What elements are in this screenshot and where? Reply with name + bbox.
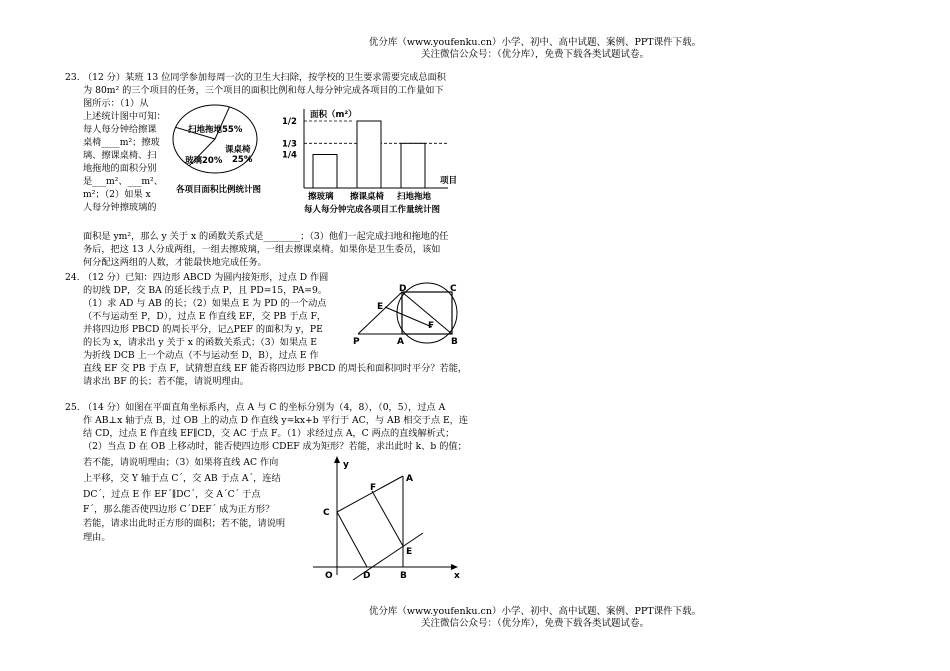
tick-quarter: 1/4	[282, 150, 297, 161]
footer-line-1: 优分库（www.youfenku.cn）小学、初中、高中试题、案例、PPT课件下载。	[368, 606, 702, 617]
q23-line: （12 分）某班 13 位同学参加每周一次的卫生大扫除，按学校的卫生要求需要完成总面积	[83, 72, 446, 83]
q25-line: DC´，过点 E 作 EF´∥DC´，交 A´C´ 于点	[83, 489, 261, 500]
bar-desk	[357, 121, 381, 188]
q24-diagonal	[402, 292, 452, 334]
q23-line: 璃、擦课桌椅、扫	[83, 150, 157, 161]
q24-figure	[350, 283, 470, 353]
pie-label-desk-percent: 25%	[232, 155, 253, 165]
pie-label-glass: 玻璃20%	[185, 156, 223, 166]
q24-line-ef	[385, 307, 432, 327]
q23-line: 为 80m² 的三个项目的任务，三个项目的面积比例和每人每分钟完成各项目的工作量如下	[83, 85, 444, 96]
q23-line: 地拖地的面积分别	[83, 163, 157, 174]
q25-label-o: O	[325, 571, 333, 581]
tick-half: 1/2	[282, 117, 297, 127]
pie-chart	[170, 100, 290, 205]
q25-line: （14 分）如图在平面直角坐标系内，点 A 与 C 的坐标分别为（4，8），（0，5），过点 A	[83, 402, 446, 413]
q24-line: 并将四边形 PBCD 的周长平分，记△PEF 的面积为 y，PE	[83, 324, 323, 335]
q25-label-y: y	[343, 460, 349, 470]
page-footer	[0, 606, 950, 630]
q24-label-b: B	[451, 337, 458, 347]
q24-tangent-pd	[358, 292, 402, 334]
bar-xlabel: 项目	[440, 176, 458, 186]
q25-y-arrow	[334, 456, 340, 463]
q25-label-c: C	[323, 508, 330, 518]
q25-label-e: E	[406, 547, 413, 557]
bar-sweep	[401, 143, 425, 188]
q23-line: m²；（2）如果 x	[83, 189, 151, 200]
q25-label-d: D	[363, 571, 371, 581]
q24-number: 24.	[65, 272, 80, 283]
q23-line: 务后，把这 13 人分成两组，一组去擦玻璃，一组去擦课桌椅。如果你是卫生委员，该如	[83, 244, 441, 255]
q25-number: 25.	[65, 402, 80, 413]
q23-line: 上述统计图中可知：	[83, 111, 166, 122]
q25-line: 结 CD，过点 E 作直线 EF∥CD，交 AC 于点 F。（1）求经过点 A，C 两点的直线解析式；	[83, 428, 455, 439]
q24-line: （不与运动至 P，D），过点 E 作直线 EF，交 PB 于点 F，	[83, 311, 327, 322]
q24-line: 直线 EF 交 PB 于点 F，试猜想直线 EF 能否将四边形 PBCD 的周长和面积同时平分？若能，	[83, 363, 468, 374]
q25-line: 若不能，请说明理由；（3）如果将直线 AC 作向	[83, 457, 279, 468]
q25-label-b: B	[400, 571, 407, 581]
q25-label-a: A	[406, 474, 413, 484]
q25-line: 理由。	[83, 532, 111, 543]
q23-line: 面积是 ym²，那么 y 关于 x 的函数关系式是________；（3）他们一起完成扫地和拖地的任	[83, 231, 449, 242]
header-line-2: 关注微信公众号：（优分库），免费下载各类试题试卷。	[420, 49, 649, 60]
q25-line: 作 AB⊥x 轴于点 B，过 OB 上的动点 D 作直线 y=kx+b 平行于 AC，与 AB 相交于点 E，连	[83, 415, 469, 426]
pie-title: 各项目面积比例统计图	[176, 185, 262, 195]
bar-category-desk: 擦课桌椅	[350, 192, 385, 202]
q25-line: F´，那么能否使四边形 C´DEF´ 成为正方形？	[83, 504, 275, 515]
q24-label-a: A	[397, 337, 404, 347]
q25-line-cd	[337, 512, 367, 567]
q24-label-f: F	[428, 321, 435, 331]
bar-chart	[280, 105, 470, 220]
q25-figure	[305, 455, 470, 590]
page-header	[0, 37, 950, 61]
tick-third: 1/3	[282, 139, 297, 150]
q24-line: （12 分）已知：四边形 ABCD 为圆内接矩形，过点 D 作圆	[83, 272, 329, 283]
bar-ylabel: 面积（m²）	[310, 110, 357, 120]
q23-line: 桌椅____m²；擦玻	[83, 137, 160, 148]
q25-x-arrow	[451, 564, 458, 570]
pie-label-desk: 课桌椅	[225, 145, 251, 155]
q25-line: 上平移，交 Y 轴于点 C´，交 AB 于点 A´，连结	[83, 473, 281, 484]
q24-label-d: D	[399, 284, 407, 294]
q24-line: 的长为 x，请求出 y 关于 x 的函数关系式；（3）如果点 E	[83, 337, 317, 348]
q24-label-c: C	[450, 284, 457, 294]
q23-line: 何分配这两组的人数，才能最快地完成任务。	[83, 257, 267, 268]
q24-label-e: E	[377, 302, 384, 312]
footer-line-2: 关注微信公众号：（优分库），免费下载各类试题试卷。	[420, 618, 649, 629]
q25-line-ac	[337, 476, 403, 512]
bar-glass	[313, 155, 337, 189]
q23-line: 是___m²、___m²、	[83, 176, 163, 187]
q25-label-f: F	[370, 483, 377, 493]
pie-label-sweep: 扫地拖地55%	[188, 125, 243, 135]
q23-line: 图所示：（1）从	[83, 98, 149, 109]
q25-label-x: x	[454, 571, 460, 581]
bar-category-sweep: 扫地拖地	[397, 192, 432, 202]
q24-line: 为折线 DCB 上一个动点（不与运动至 D，B），过点 E 作	[83, 350, 319, 361]
q23-line: 人每分钟擦玻璃的	[83, 202, 157, 213]
q23-line: 每人每分钟给擦课	[83, 124, 157, 135]
q23-number: 23.	[65, 72, 80, 83]
bar-title: 每人每分钟完成各项目工作量统计图	[304, 205, 441, 215]
q25-line: （2）当点 D 在 OB 上移动时，能否使四边形 CDEF 成为矩形？若能，求出此时 k、b 的值；	[83, 441, 467, 452]
q25-line-ef	[372, 491, 403, 546]
q24-line: （1）求 AD 与 AB 的长；（2）如果点 E 为 PD 的一个动点	[83, 298, 327, 309]
q24-line: 请求出 BF 的长；若不能，请说明理由。	[83, 376, 249, 387]
q25-line: 若能，请求出此时正方形的面积；若不能，请说明	[83, 518, 286, 529]
header-line-1: 优分库（www.youfenku.cn）小学、初中、高中试题、案例、PPT课件下载。	[368, 37, 702, 48]
q24-line: 的切线 DP，交 BA 的延长线于点 P，且 PD=15，PA=9。	[83, 285, 327, 296]
bar-category-glass: 擦玻璃	[308, 192, 334, 202]
q24-label-p: P	[353, 337, 360, 347]
